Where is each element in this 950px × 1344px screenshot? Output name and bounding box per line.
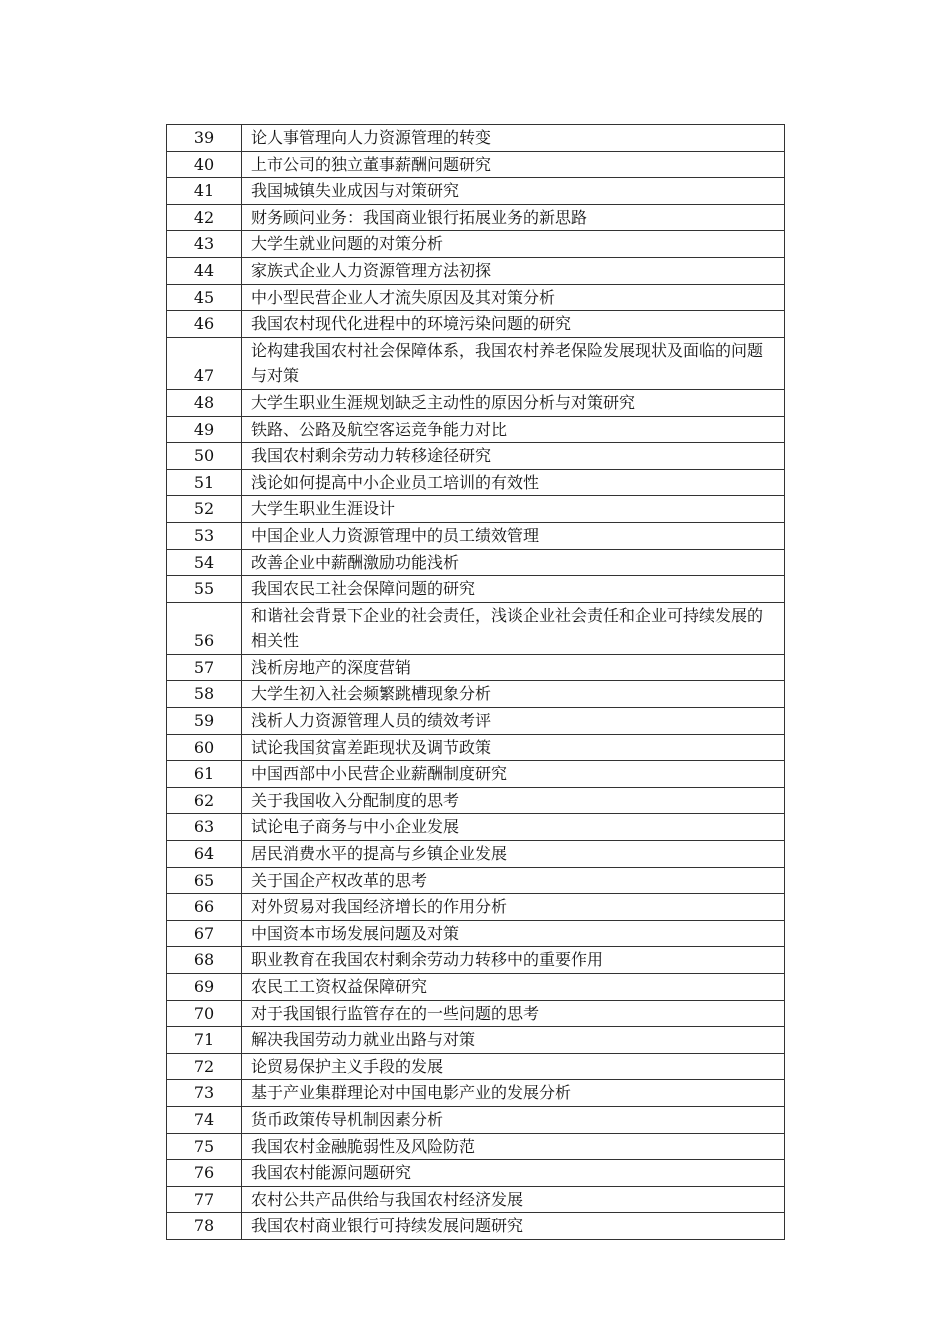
table-row bbox=[167, 151, 785, 178]
topic-title: 改善企业中薪酬激励功能浅析 bbox=[242, 549, 785, 576]
row-number: 60 bbox=[167, 734, 242, 761]
table-row bbox=[167, 549, 785, 576]
row-number: 68 bbox=[167, 947, 242, 974]
row-number: 54 bbox=[167, 549, 242, 576]
topic-title: 解决我国劳动力就业出路与对策 bbox=[242, 1027, 785, 1054]
topic-title: 论构建我国农村社会保障体系，我国农村养老保险发展现状及面临的问题与对策 bbox=[242, 337, 785, 389]
topic-title: 中国企业人力资源管理中的员工绩效管理 bbox=[242, 522, 785, 549]
table-row bbox=[167, 708, 785, 735]
row-number: 74 bbox=[167, 1106, 242, 1133]
row-number: 41 bbox=[167, 178, 242, 205]
row-number: 57 bbox=[167, 654, 242, 681]
row-number: 73 bbox=[167, 1080, 242, 1107]
table-row bbox=[167, 947, 785, 974]
topic-title: 农村公共产品供给与我国农村经济发展 bbox=[242, 1186, 785, 1213]
table-row bbox=[167, 1133, 785, 1160]
table-row bbox=[167, 337, 785, 389]
topic-title: 关于我国收入分配制度的思考 bbox=[242, 787, 785, 814]
table-row bbox=[167, 469, 785, 496]
row-number: 76 bbox=[167, 1160, 242, 1187]
topic-title: 浅析人力资源管理人员的绩效考评 bbox=[242, 708, 785, 735]
row-number: 77 bbox=[167, 1186, 242, 1213]
row-number: 49 bbox=[167, 416, 242, 443]
row-number: 55 bbox=[167, 576, 242, 603]
row-number: 39 bbox=[167, 125, 242, 152]
topic-title: 家族式企业人力资源管理方法初探 bbox=[242, 257, 785, 284]
row-number: 43 bbox=[167, 231, 242, 258]
topic-title: 我国农民工社会保障问题的研究 bbox=[242, 576, 785, 603]
topic-title: 基于产业集群理论对中国电影产业的发展分析 bbox=[242, 1080, 785, 1107]
table-row bbox=[167, 496, 785, 523]
topic-title: 试论我国贫富差距现状及调节政策 bbox=[242, 734, 785, 761]
row-number: 42 bbox=[167, 204, 242, 231]
row-number: 59 bbox=[167, 708, 242, 735]
topic-title: 居民消费水平的提高与乡镇企业发展 bbox=[242, 841, 785, 868]
table-row bbox=[167, 416, 785, 443]
topic-table-body bbox=[167, 125, 785, 1240]
table-row bbox=[167, 814, 785, 841]
table-row bbox=[167, 178, 785, 205]
table-row bbox=[167, 867, 785, 894]
row-number: 72 bbox=[167, 1053, 242, 1080]
row-number: 69 bbox=[167, 974, 242, 1001]
row-number: 50 bbox=[167, 443, 242, 470]
topic-title: 论贸易保护主义手段的发展 bbox=[242, 1053, 785, 1080]
table-row bbox=[167, 920, 785, 947]
topic-title: 中国资本市场发展问题及对策 bbox=[242, 920, 785, 947]
table-row bbox=[167, 894, 785, 921]
topic-title: 浅析房地产的深度营销 bbox=[242, 654, 785, 681]
table-row bbox=[167, 1213, 785, 1240]
row-number: 45 bbox=[167, 284, 242, 311]
topic-title: 和谐社会背景下企业的社会责任，浅谈企业社会责任和企业可持续发展的相关性 bbox=[242, 602, 785, 654]
topic-title: 大学生初入社会频繁跳槽现象分析 bbox=[242, 681, 785, 708]
topic-title: 大学生职业生涯规划缺乏主动性的原因分析与对策研究 bbox=[242, 389, 785, 416]
topic-title: 职业教育在我国农村剩余劳动力转移中的重要作用 bbox=[242, 947, 785, 974]
topic-title: 财务顾问业务：我国商业银行拓展业务的新思路 bbox=[242, 204, 785, 231]
topic-title: 我国农村剩余劳动力转移途径研究 bbox=[242, 443, 785, 470]
topic-title: 我国农村商业银行可持续发展问题研究 bbox=[242, 1213, 785, 1240]
table-row bbox=[167, 231, 785, 258]
topic-title: 农民工工资权益保障研究 bbox=[242, 974, 785, 1001]
table-row bbox=[167, 602, 785, 654]
table-row bbox=[167, 1053, 785, 1080]
topic-title: 中国西部中小民营企业薪酬制度研究 bbox=[242, 761, 785, 788]
table-row bbox=[167, 443, 785, 470]
row-number: 52 bbox=[167, 496, 242, 523]
row-number: 64 bbox=[167, 841, 242, 868]
table-row bbox=[167, 125, 785, 152]
table-row bbox=[167, 974, 785, 1001]
row-number: 78 bbox=[167, 1213, 242, 1240]
table-row bbox=[167, 734, 785, 761]
table-row bbox=[167, 522, 785, 549]
topic-title: 我国农村现代化进程中的环境污染问题的研究 bbox=[242, 311, 785, 338]
table-row bbox=[167, 681, 785, 708]
row-number: 75 bbox=[167, 1133, 242, 1160]
row-number: 56 bbox=[167, 602, 242, 654]
table-row bbox=[167, 311, 785, 338]
table-row bbox=[167, 284, 785, 311]
table-row bbox=[167, 257, 785, 284]
table-row bbox=[167, 1186, 785, 1213]
table-row bbox=[167, 1160, 785, 1187]
topic-title: 浅论如何提高中小企业员工培训的有效性 bbox=[242, 469, 785, 496]
row-number: 51 bbox=[167, 469, 242, 496]
row-number: 47 bbox=[167, 337, 242, 389]
row-number: 46 bbox=[167, 311, 242, 338]
topic-title: 关于国企产权改革的思考 bbox=[242, 867, 785, 894]
table-row bbox=[167, 787, 785, 814]
row-number: 70 bbox=[167, 1000, 242, 1027]
row-number: 40 bbox=[167, 151, 242, 178]
topic-title: 试论电子商务与中小企业发展 bbox=[242, 814, 785, 841]
topic-title: 我国城镇失业成因与对策研究 bbox=[242, 178, 785, 205]
topic-title: 大学生就业问题的对策分析 bbox=[242, 231, 785, 258]
row-number: 67 bbox=[167, 920, 242, 947]
topic-title: 大学生职业生涯设计 bbox=[242, 496, 785, 523]
topic-title: 对外贸易对我国经济增长的作用分析 bbox=[242, 894, 785, 921]
topic-title: 对于我国银行监管存在的一些问题的思考 bbox=[242, 1000, 785, 1027]
row-number: 44 bbox=[167, 257, 242, 284]
table-row bbox=[167, 1080, 785, 1107]
row-number: 61 bbox=[167, 761, 242, 788]
table-row bbox=[167, 761, 785, 788]
topic-title: 我国农村能源问题研究 bbox=[242, 1160, 785, 1187]
table-row bbox=[167, 576, 785, 603]
topic-title: 货币政策传导机制因素分析 bbox=[242, 1106, 785, 1133]
row-number: 65 bbox=[167, 867, 242, 894]
table-row bbox=[167, 1027, 785, 1054]
row-number: 48 bbox=[167, 389, 242, 416]
row-number: 63 bbox=[167, 814, 242, 841]
row-number: 71 bbox=[167, 1027, 242, 1054]
row-number: 53 bbox=[167, 522, 242, 549]
topic-title: 论人事管理向人力资源管理的转变 bbox=[242, 125, 785, 152]
topic-title: 我国农村金融脆弱性及风险防范 bbox=[242, 1133, 785, 1160]
topic-table bbox=[166, 124, 785, 1240]
row-number: 66 bbox=[167, 894, 242, 921]
topic-title: 铁路、公路及航空客运竞争能力对比 bbox=[242, 416, 785, 443]
table-row bbox=[167, 1106, 785, 1133]
row-number: 58 bbox=[167, 681, 242, 708]
table-row bbox=[167, 1000, 785, 1027]
row-number: 62 bbox=[167, 787, 242, 814]
topic-title: 上市公司的独立董事薪酬问题研究 bbox=[242, 151, 785, 178]
table-row bbox=[167, 389, 785, 416]
table-row bbox=[167, 204, 785, 231]
topic-title: 中小型民营企业人才流失原因及其对策分析 bbox=[242, 284, 785, 311]
table-row bbox=[167, 654, 785, 681]
table-row bbox=[167, 841, 785, 868]
